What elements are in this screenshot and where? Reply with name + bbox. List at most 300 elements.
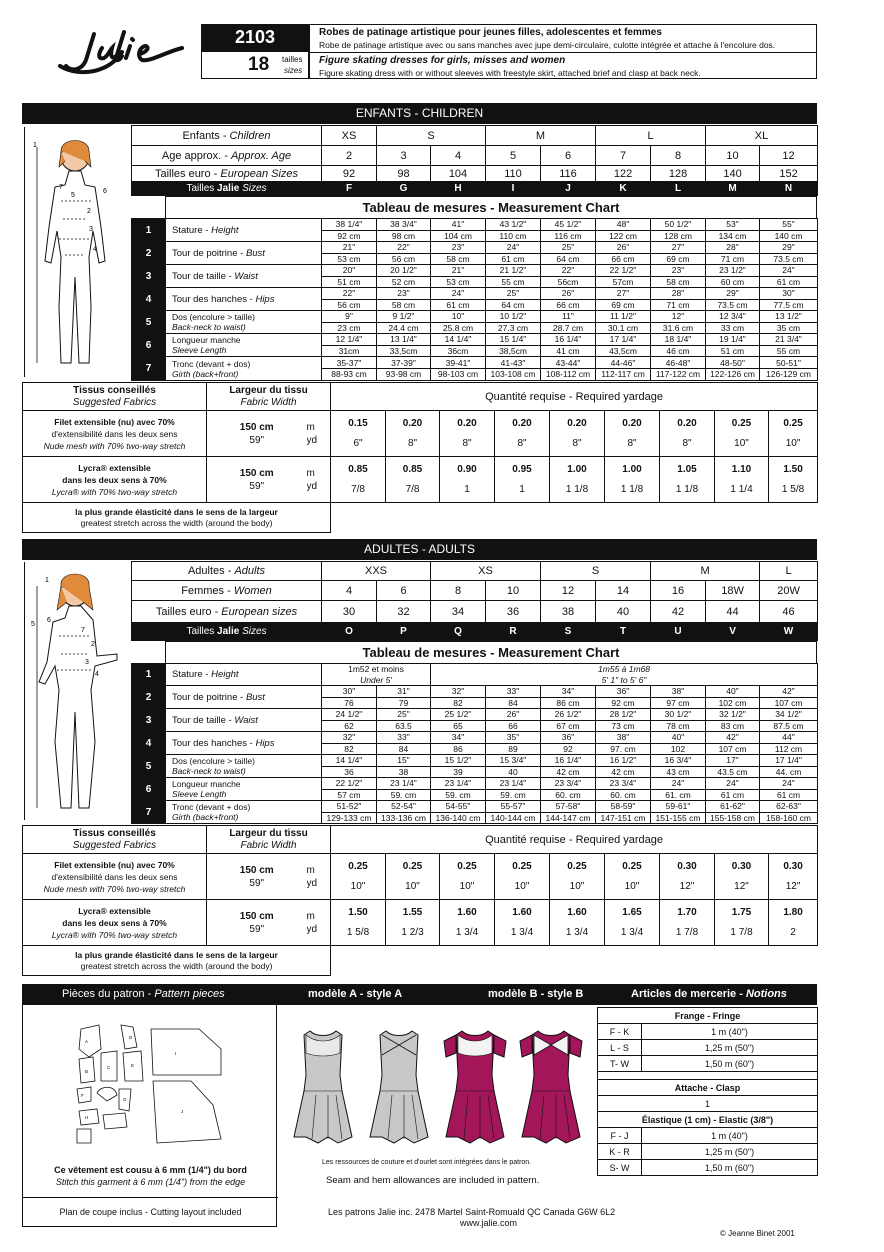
measurement-cell: 52-54" 133-136 cm: [377, 801, 431, 824]
stature-row: 1 Stature - Height 1m52 et moins Under 5' 1m55 à 1m68 5' 1" to 5' 6": [132, 664, 818, 686]
measurement-cell: 35-37" 88-93 cm: [322, 357, 377, 381]
yardage-cell: 0.85 7/8: [386, 457, 440, 503]
measurement-cell: 17 1/4" 43,5cm: [596, 334, 651, 357]
measurement-row: [132, 686, 818, 709]
measurement-cell: 15 1/4" 38,5cm: [486, 334, 541, 357]
measurement-cell: 12" 31.6 cm: [651, 311, 706, 334]
yardage-cell: 0.25 10": [769, 411, 818, 457]
measurement-cell: 25" 63.5: [377, 709, 431, 732]
yardage-cell: 0.25 10": [386, 854, 440, 900]
measurement-cell: 32" 82: [431, 686, 486, 709]
measurement-cell: 25" 64 cm: [486, 288, 541, 311]
stretch-note: la plus grande élasticité dans le sens de la largeur greatest stretch across the width (around the body): [23, 946, 331, 976]
yardage-cell: 1.65 1 3/4: [605, 900, 660, 946]
svg-text:5: 5: [31, 621, 35, 628]
measurement-cell: 55" 140 cm: [760, 219, 818, 242]
measurement-cell: 54-55" 136-140 cm: [431, 801, 486, 824]
measurement-cell: 59-61" 151-155 cm: [651, 801, 706, 824]
measurement-cell: 23 1/4" 59. cm: [377, 778, 431, 801]
svg-text:G: G: [123, 1097, 127, 1102]
measurement-cell: 22" 56 cm: [322, 288, 377, 311]
address: Les patrons Jalie inc. 2478 Martel Saint-Romuald QC Canada G6W 6L2: [328, 1207, 616, 1217]
svg-text:E: E: [131, 1063, 135, 1068]
svg-text:1: 1: [33, 142, 37, 149]
style-b-title: modèle B - style B: [488, 988, 584, 1000]
svg-text:2: 2: [87, 208, 91, 215]
yardage-cell: 0.20 8": [660, 411, 715, 457]
measurement-cell: 16 1/4" 42 cm: [541, 755, 596, 778]
row-number: 4: [132, 732, 166, 755]
measurement-cell: 32" 82: [322, 732, 377, 755]
measurement-cell: 22" 56 cm: [377, 242, 431, 265]
measurement-cell: 18 1/4" 46 cm: [651, 334, 706, 357]
svg-text:4: 4: [93, 246, 97, 253]
allowance-note-fr: Les ressources de couture et d'ourlet sont intégrées dans le patron.: [322, 1159, 532, 1166]
measurement-cell: 24" 61. cm: [651, 778, 706, 801]
dress-illustrations: [292, 1025, 592, 1165]
measurement-cell: 33" 84: [377, 732, 431, 755]
children-sizes-table: [131, 125, 818, 196]
measurement-cell: 23 1/4" 59. cm: [431, 778, 486, 801]
yardage-cell: 0.90 1: [440, 457, 495, 503]
pattern-pieces-diagram: [71, 1019, 241, 1149]
yardage-cell: 1.50 1 5/8: [769, 457, 818, 503]
fabric-description: Filet extensible (nu) avec 70% d'extensibilité dans les deux sens Nude mesh with 70% two-way stretch: [23, 411, 207, 457]
row-number: 3: [132, 265, 166, 288]
measurement-cell: 50 1/2" 128 cm: [651, 219, 706, 242]
measurement-row: [132, 755, 818, 778]
measurement-cell: 40" 102 cm: [706, 686, 760, 709]
measurement-cell: 32 1/2" 83 cm: [706, 709, 760, 732]
yardage-cell: 1.05 1 1/8: [660, 457, 715, 503]
measurement-cell: 21 1/2" 55 cm: [486, 265, 541, 288]
measurement-cell: 23 3/4" 60. cm: [541, 778, 596, 801]
row-number: 4: [132, 288, 166, 311]
sizes-box: [201, 51, 309, 79]
children-fabric-table: [22, 382, 818, 533]
svg-text:6: 6: [103, 188, 107, 195]
measurement-cell: 43 1/2" 110 cm: [486, 219, 541, 242]
yardage-cell: 0.20 8": [495, 411, 550, 457]
svg-text:1: 1: [45, 577, 49, 584]
svg-text:D: D: [129, 1035, 133, 1040]
notion-row: K - R 1,25 m (50"): [598, 1144, 818, 1160]
jalie-logo: [50, 22, 190, 78]
pattern-number: 2103: [201, 24, 309, 51]
measurement-label: Longueur manche Sleeve Length: [166, 778, 322, 801]
style-a-title: modèle A - style A: [308, 988, 403, 1000]
measurement-cell: 37-39" 93-98 cm: [377, 357, 431, 381]
size-group: XXS: [322, 562, 431, 581]
svg-text:3: 3: [89, 226, 93, 233]
measurement-cell: 36" 92 cm: [596, 686, 651, 709]
stretch-note: la plus grande élasticité dans le sens de la largeur greatest stretch across the width (around the body): [23, 503, 331, 533]
measurement-cell: 13 1/2" 35 cm: [760, 311, 818, 334]
yardage-cell: 1.00 1 1/8: [550, 457, 605, 503]
measurement-row: [132, 357, 818, 381]
measurement-cell: 21" 53 cm: [322, 242, 377, 265]
fabric-row: [23, 900, 818, 946]
fabric-row: [23, 411, 818, 457]
measurement-cell: 62-63" 158-160 cm: [760, 801, 818, 824]
yardage-cell: 0.20 8": [605, 411, 660, 457]
svg-text:A: A: [85, 1039, 89, 1044]
sizes-label-en: sizes: [284, 66, 303, 75]
yardage-cell: 0.15 6": [331, 411, 386, 457]
measurement-cell: 15 1/2" 39: [431, 755, 486, 778]
yardage-cell: 1.60 1 3/4: [495, 900, 550, 946]
measurement-cell: 24" 61 cm: [760, 265, 818, 288]
fabric-description: Filet extensible (nu) avec 70% d'extensibilité dans les deux sens Nude mesh with 70% two-way stretch: [23, 854, 207, 900]
measurement-row: [132, 778, 818, 801]
measurement-cell: 38 1/4" 92 cm: [322, 219, 377, 242]
notion-title: Frange - Fringe: [598, 1008, 818, 1024]
measurement-cell: 17 1/4" 44. cm: [760, 755, 818, 778]
measurement-label: Longueur manche Sleeve Length: [166, 334, 322, 357]
measurement-cell: 22" 56cm: [541, 265, 596, 288]
row-number: 1: [132, 219, 166, 242]
measurement-cell: 42" 107 cm: [760, 686, 818, 709]
title-box: [309, 24, 817, 79]
measurement-cell: 25 1/2" 65: [431, 709, 486, 732]
measurement-cell: 51-52" 129-133 cm: [322, 801, 377, 824]
measurement-cell: 21 3/4" 55 cm: [760, 334, 818, 357]
svg-text:7: 7: [59, 184, 63, 191]
measurement-label: Tronc (devant + dos) Girth (back+front): [166, 357, 322, 381]
sizes-label-fr: tailles: [282, 55, 303, 64]
measurement-row: [132, 288, 818, 311]
measurement-cell: 36" 92: [541, 732, 596, 755]
size-group: XS: [431, 562, 541, 581]
measurement-cell: 34 1/2" 87.5 cm: [760, 709, 818, 732]
measurement-cell: 34" 86 cm: [541, 686, 596, 709]
age-row: Age approx. - Approx. Age 2 3 4 5 6 7 8 10 12: [132, 146, 818, 166]
measurement-cell: 24" 61 cm: [760, 778, 818, 801]
size-group: L: [596, 126, 706, 146]
yardage-cell: 0.85 7/8: [331, 457, 386, 503]
measurement-cell: 23" 58 cm: [431, 242, 486, 265]
measurement-row: [132, 334, 818, 357]
size-group: M: [486, 126, 596, 146]
dress-a-front: [294, 1031, 352, 1143]
measurement-cell: 48" 122 cm: [596, 219, 651, 242]
row-number: 2: [132, 242, 166, 265]
svg-text:J: J: [181, 1109, 184, 1114]
cutting-layout-note: Plan de coupe inclus - Cutting layout included: [59, 1207, 242, 1217]
measurement-cell: 16 1/2" 42 cm: [596, 755, 651, 778]
measurement-row: [132, 219, 818, 242]
measurement-cell: 23 3/4" 60. cm: [596, 778, 651, 801]
size-group: M: [651, 562, 760, 581]
yardage-cell: 0.20 8": [440, 411, 495, 457]
measurement-cell: 44-46" 112-117 cm: [596, 357, 651, 381]
adults-sizes-table: [131, 561, 818, 641]
measurement-cell: 14 1/4" 36cm: [431, 334, 486, 357]
women-row: Femmes - Women 4 6 8 10 12 14 16 18W 20W: [132, 581, 818, 601]
fabric-width: 150 cm 59": [207, 900, 307, 946]
notion-row: F - K 1 m (40"): [598, 1024, 818, 1040]
dress-b-back: [520, 1031, 582, 1143]
measurement-cell: 23" 58 cm: [651, 265, 706, 288]
measurement-cell: 28" 71 cm: [651, 288, 706, 311]
measurement-row: [132, 311, 818, 334]
measurement-cell: 11" 28.7 cm: [541, 311, 596, 334]
measurement-cell: 12 1/4" 31cm: [322, 334, 377, 357]
measurement-cell: 24 1/2" 62: [322, 709, 377, 732]
measurement-cell: 10 1/2" 27.3 cm: [486, 311, 541, 334]
measurement-cell: 27" 69 cm: [596, 288, 651, 311]
measurement-cell: 38" 97. cm: [596, 732, 651, 755]
measurement-cell: 10" 25.8 cm: [431, 311, 486, 334]
jalie-sizes-row: Tailles Jalie Sizes F G H I J K L M N: [132, 182, 818, 196]
units: m yd: [307, 457, 331, 503]
dress-b-front: [444, 1031, 506, 1143]
measurement-cell: 25" 64 cm: [541, 242, 596, 265]
fabric-width: 150 cm 59": [207, 457, 307, 503]
svg-text:7: 7: [81, 627, 85, 634]
measurement-label: Tour de taille - Waist: [166, 709, 322, 732]
yardage-cell: 0.25 10": [550, 854, 605, 900]
measurement-cell: 30 1/2" 78 cm: [651, 709, 706, 732]
yardage-cell: 0.20 8": [550, 411, 605, 457]
measurement-cell: 28" 71 cm: [706, 242, 760, 265]
measurement-row: [132, 265, 818, 288]
fabric-width: 150 cm 59": [207, 854, 307, 900]
clasp-quantity: 1: [598, 1096, 818, 1112]
yardage-cell: 0.25 10": [331, 854, 386, 900]
measurement-cell: 11 1/2" 30.1 cm: [596, 311, 651, 334]
measurement-cell: 9" 23 cm: [322, 311, 377, 334]
seam-note-fr: Ce vêtement est cousu à 6 mm (1/4") du bord: [54, 1165, 247, 1175]
measurement-cell: 61-62" 155-158 cm: [706, 801, 760, 824]
measurement-cell: 46-48" 117-122 cm: [651, 357, 706, 381]
measurement-cell: 43-44" 108-112 cm: [541, 357, 596, 381]
yardage-cell: 0.25 10": [605, 854, 660, 900]
measurement-label: Tronc (devant + dos) Girth (back+front): [166, 801, 322, 824]
size-group: L: [760, 562, 818, 581]
yardage-cell: 0.95 1: [495, 457, 550, 503]
measurement-cell: 19 1/4" 51 cm: [706, 334, 760, 357]
copyright: © Jeanne Binet 2001: [720, 1229, 795, 1238]
yardage-cell: 1.50 1 5/8: [331, 900, 386, 946]
measurement-label: Tour des hanches - Hips: [166, 288, 322, 311]
svg-text:6: 6: [47, 617, 51, 624]
measurement-cell: 42" 107 cm: [706, 732, 760, 755]
svg-text:C: C: [107, 1065, 111, 1070]
euro-row: Tailles euro - European Sizes 92 98 104 110 116 122 128 140 152: [132, 166, 818, 182]
measurement-cell: 50-51" 126-129 cm: [760, 357, 818, 381]
title-en: Figure skating dresses for girls, misses and women: [319, 55, 566, 66]
allowance-note-en: Seam and hem allowances are included in pattern.: [326, 1175, 540, 1186]
svg-text:H: H: [85, 1115, 89, 1120]
yardage-cell: 0.30 12": [715, 854, 769, 900]
yardage-cell: 1.80 2: [769, 900, 818, 946]
notion-row: T- W 1,50 m (60"): [598, 1056, 818, 1072]
pattern-pieces-title: Pièces du patron - Pattern pieces: [62, 988, 225, 1000]
sizes-count: 18: [248, 54, 270, 75]
units: m yd: [307, 854, 331, 900]
measurement-cell: 27" 69 cm: [651, 242, 706, 265]
yardage-cell: 0.25 10": [440, 854, 495, 900]
row-number: 6: [132, 334, 166, 357]
measurement-cell: 16 3/4" 43 cm: [651, 755, 706, 778]
measurement-cell: 26" 66: [486, 709, 541, 732]
size-group: S: [377, 126, 486, 146]
row-number: 6: [132, 778, 166, 801]
units: m yd: [307, 900, 331, 946]
row-number: 7: [132, 801, 166, 824]
jalie-sizes-row: Tailles Jalie Sizes O P Q R S T U V W: [132, 623, 818, 641]
measurement-cell: 9 1/2" 24.4 cm: [377, 311, 431, 334]
row-number: 5: [132, 311, 166, 334]
measurement-cell: 15" 38: [377, 755, 431, 778]
notions-title: Articles de mercerie - Notions: [631, 988, 787, 1000]
children-chart-title: Tableau de mesures - Measurement Chart: [165, 196, 817, 218]
measurement-label: Tour de poitrine - Bust: [166, 686, 322, 709]
measurement-cell: 57-58" 144-147 cm: [541, 801, 596, 824]
fabric-row: [23, 457, 818, 503]
svg-text:I: I: [175, 1051, 177, 1056]
measurement-cell: 30" 76: [322, 686, 377, 709]
measurement-cell: 53" 134 cm: [706, 219, 760, 242]
measurement-label: Tour de poitrine - Bust: [166, 242, 322, 265]
measurement-cell: 39-41" 98-103 cm: [431, 357, 486, 381]
measurement-cell: 58-59" 147-151 cm: [596, 801, 651, 824]
notion-title: Élastique (1 cm) - Elastic (3/8"): [598, 1112, 818, 1128]
fabric-header-row: Tissus conseillés Suggested Fabrics Largeur du tissu Fabric Width Quantité requise - Required yardage: [23, 826, 818, 854]
measurement-cell: 41" 104 cm: [431, 219, 486, 242]
measurement-cell: 34" 86: [431, 732, 486, 755]
row-label-adultes: Adultes - Adults: [132, 562, 322, 581]
fabric-description: Lycra® extensible dans les deux sens à 70% Lycra® with 70% two-way stretch: [23, 457, 207, 503]
measurement-cell: 38 3/4" 98 cm: [377, 219, 431, 242]
measurement-label: Stature - Height: [166, 219, 322, 242]
measurement-cell: 26" 66 cm: [541, 288, 596, 311]
row-number: 5: [132, 755, 166, 778]
measurement-cell: 24" 61 cm: [486, 242, 541, 265]
size-group: S: [541, 562, 651, 581]
measurement-row: [132, 801, 818, 824]
measurement-cell: 26 1/2" 67 cm: [541, 709, 596, 732]
row-number: 2: [132, 686, 166, 709]
measurement-cell: 31" 79: [377, 686, 431, 709]
website[interactable]: www.jalie.com: [460, 1218, 518, 1228]
bottom-header-bar: [22, 984, 817, 1005]
adult-figure-illustration: [24, 562, 130, 820]
measurement-cell: 22 1/2" 57cm: [596, 265, 651, 288]
measurement-cell: 40" 102: [651, 732, 706, 755]
measurement-cell: 24" 61 cm: [706, 778, 760, 801]
yardage-cell: 1.75 1 7/8: [715, 900, 769, 946]
dress-a-back: [370, 1031, 428, 1143]
measurement-cell: 23 1/2" 60 cm: [706, 265, 760, 288]
row-number: 7: [132, 357, 166, 381]
size-group: XS: [322, 126, 377, 146]
measurement-cell: 13 1/4" 33,5cm: [377, 334, 431, 357]
measurement-cell: 38" 97 cm: [651, 686, 706, 709]
svg-text:B: B: [85, 1069, 89, 1074]
measurement-cell: 28 1/2" 73 cm: [596, 709, 651, 732]
measurement-cell: 12 3/4" 33 cm: [706, 311, 760, 334]
measurement-cell: 29" 73.5 cm: [706, 288, 760, 311]
measurement-cell: 14 1/4" 36: [322, 755, 377, 778]
measurement-cell: 55-57" 140-144 cm: [486, 801, 541, 824]
yardage-cell: 1.55 1 2/3: [386, 900, 440, 946]
measurement-label: Dos (encolure > taille) Back-neck to waist): [166, 755, 322, 778]
notion-title: Attache - Clasp: [598, 1080, 818, 1096]
measurement-cell: 17" 43.5 cm: [706, 755, 760, 778]
yardage-cell: 0.30 12": [769, 854, 818, 900]
seam-note-en: Stitch this garment à 6 mm (1/4") from the edge: [55, 1177, 246, 1187]
svg-text:F: F: [81, 1093, 84, 1098]
measurement-cell: 48-50" 122-126 cm: [706, 357, 760, 381]
title-fr: Robes de patinage artistique pour jeunes filles, adolescentes et femmes: [319, 27, 662, 38]
fabric-row: [23, 854, 818, 900]
fabric-header-row: Tissus conseillés Suggested Fabrics Largeur du tissu Fabric Width Quantité requise - Required yardage: [23, 383, 818, 411]
measurement-cell: 20 1/2" 52 cm: [377, 265, 431, 288]
row-label-age: Age approx. - Approx. Age: [132, 146, 322, 166]
fabric-description: Lycra® extensible dans les deux sens à 70% Lycra® with 70% two-way stretch: [23, 900, 207, 946]
notion-row: F - J 1 m (40"): [598, 1128, 818, 1144]
measurement-cell: 23 1/4" 59. cm: [486, 778, 541, 801]
yardage-cell: 1.10 1 1/4: [715, 457, 769, 503]
svg-text:3: 3: [85, 659, 89, 666]
child-figure-illustration: [24, 127, 130, 377]
measurement-cell: 26" 66 cm: [596, 242, 651, 265]
yardage-cell: 0.20 8": [386, 411, 440, 457]
adults-fabric-table: [22, 825, 818, 976]
measurement-cell: 24" 61 cm: [431, 288, 486, 311]
measurement-row: [132, 709, 818, 732]
measurement-row: [132, 242, 818, 265]
measurement-row: [132, 732, 818, 755]
measurement-cell: 22 1/2" 57 cm: [322, 778, 377, 801]
children-section-title: ENFANTS - CHILDREN: [22, 103, 817, 124]
yardage-cell: 1.00 1 1/8: [605, 457, 660, 503]
adults-measurement-table: [131, 663, 818, 824]
yardage-cell: 1.70 1 7/8: [660, 900, 715, 946]
desc-fr: Robe de patinage artistique avec ou sans manches avec jupe demi-circulaire, culotte intégrée et attache à l'encolure dos.: [319, 40, 776, 50]
pattern-pieces-panel: [22, 1005, 277, 1227]
measurement-cell: 29" 73.5 cm: [760, 242, 818, 265]
row-label-enfants: Enfants - Children: [132, 126, 322, 146]
adults-chart-title: Tableau de mesures - Measurement Chart: [165, 641, 817, 663]
notions-table: [597, 1007, 818, 1176]
measurement-cell: 41-43" 103-108 cm: [486, 357, 541, 381]
units: m yd: [307, 411, 331, 457]
measurement-cell: 16 1/4" 41 cm: [541, 334, 596, 357]
fabric-width: 150 cm 59": [207, 411, 307, 457]
row-number: 3: [132, 709, 166, 732]
measurement-cell: 33" 84: [486, 686, 541, 709]
measurement-cell: 15 3/4" 40: [486, 755, 541, 778]
measurement-cell: 21" 53 cm: [431, 265, 486, 288]
measurement-cell: 30" 77.5 cm: [760, 288, 818, 311]
measurement-label: Tour de taille - Waist: [166, 265, 322, 288]
notion-row: L - S 1,25 m (50"): [598, 1040, 818, 1056]
notion-row: S- W 1,50 m (60"): [598, 1160, 818, 1176]
yardage-cell: 0.25 10": [715, 411, 769, 457]
yardage-cell: 1.60 1 3/4: [440, 900, 495, 946]
yardage-cell: 0.25 10": [495, 854, 550, 900]
desc-en: Figure skating dress with or without sleeves with freestyle skirt, attached brief and clasp at back neck.: [319, 68, 701, 78]
measurement-cell: 45 1/2" 116 cm: [541, 219, 596, 242]
size-group: XL: [706, 126, 818, 146]
measurement-label: Dos (encolure > taille) Back-neck to waist): [166, 311, 322, 334]
children-measurement-table: [131, 218, 818, 381]
measurement-label: Tour des hanches - Hips: [166, 732, 322, 755]
euro-row: Tailles euro - European sizes 30 32 34 36 38 40 42 44 46: [132, 601, 818, 623]
